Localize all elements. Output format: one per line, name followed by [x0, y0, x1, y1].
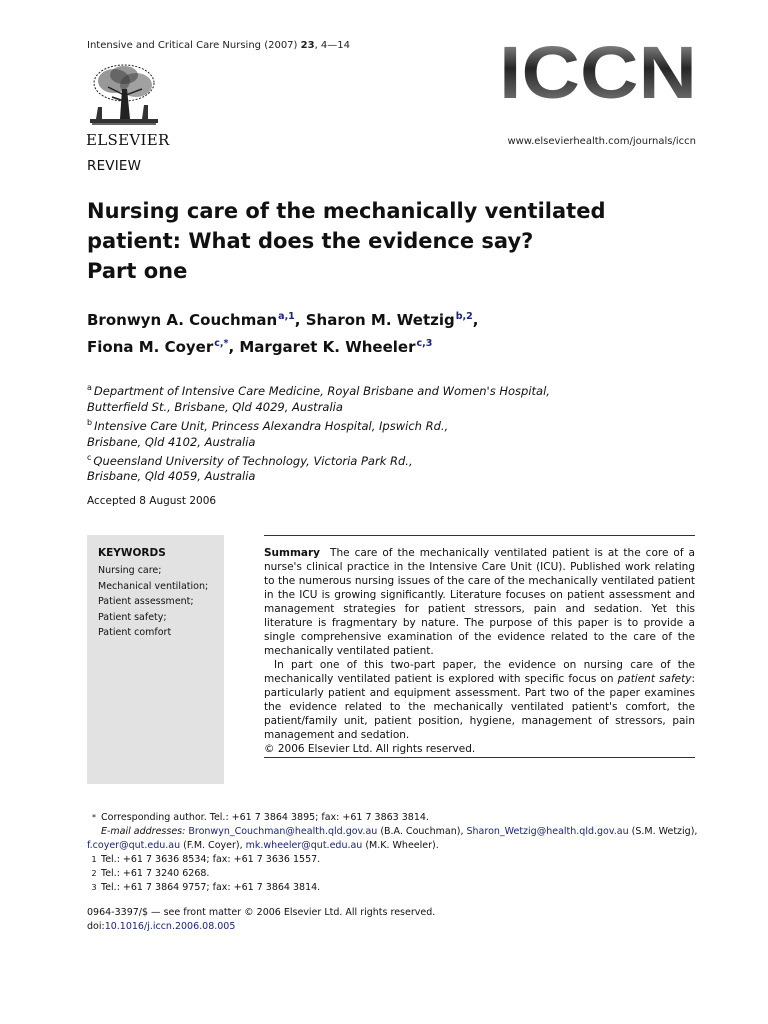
summary-copyright: © 2006 Elsevier Ltd. All rights reserved.: [264, 743, 476, 755]
author-list: [87, 305, 707, 359]
author-affiliation-marks[interactable]: c,*: [214, 338, 229, 349]
summary-label: Summary: [264, 547, 321, 559]
footnote-1: 1 Tel.: +61 7 3636 8534; fax: +61 7 3636 1557.: [91, 854, 321, 865]
issn-line: 0964-3397/$ — see front matter © 2006 Elsevier Ltd. All rights reserved.: [87, 907, 436, 918]
title-line-3: Part one: [87, 259, 188, 283]
email-addresses-cont: f.coyer@qut.edu.au (F.M. Coyer), mk.wheeler@qut.edu.au (M.K. Wheeler).: [87, 840, 439, 851]
title-line-2: patient: What does the evidence say?: [87, 229, 534, 253]
email-link[interactable]: Sharon_Wetzig@health.qld.gov.au: [466, 826, 629, 837]
keyword-item: Patient assessment;: [98, 596, 194, 607]
summary-abstract: [264, 546, 695, 756]
article-title: [87, 196, 687, 286]
publisher-wordmark: ELSEVIER: [86, 131, 170, 149]
affiliation-c: $^c$ Queensland University of Technology, Victoria Park Rd.,: [87, 452, 413, 468]
footnotes: [87, 811, 707, 895]
keyword-item: Patient safety;: [98, 611, 167, 623]
affiliation-b: $^b$ Intensive Care Unit, Princess Alexandra Hospital, Ipswich Rd.,: [87, 417, 449, 433]
author-name: Bronwyn A. Couchman: [87, 311, 278, 329]
accepted-date: Accepted 8 August 2006: [87, 495, 217, 507]
author-affiliation-marks[interactable]: b,2: [455, 311, 473, 322]
iccn-logo-text: ICCN: [499, 42, 697, 104]
email-addresses: E-mail addresses: Bronwyn_Couchman@health.qld.gov.au (B.A. Couchman), Sharon_Wetzig@health.qld.gov.au (S.M. Wetzig),: [101, 826, 698, 837]
affiliation-a: $^a$ Department of Intensive Care Medicine, Royal Brisbane and Women's Hospital,: [87, 383, 550, 398]
author-name: Fiona M. Coyer: [87, 338, 214, 356]
title-line-1: Nursing care of the mechanically ventilated: [87, 199, 606, 223]
journal-url[interactable]: www.elsevierhealth.com/journals/iccn: [507, 136, 696, 147]
author-name: Margaret K. Wheeler: [239, 338, 416, 356]
doi-link[interactable]: 10.1016/j.iccn.2006.08.005: [104, 921, 236, 932]
author-affiliation-marks[interactable]: a,1: [278, 311, 295, 322]
summary-bottom-rule: [264, 757, 695, 758]
keywords-heading: KEYWORDS: [98, 547, 166, 559]
keyword-item: Mechanical ventilation;: [98, 580, 209, 592]
footnote-3: 3 Tel.: +61 7 3864 9757; fax: +61 7 3864 3814.: [91, 882, 321, 893]
elsevier-tree-icon: [86, 61, 162, 131]
keyword-item: Patient comfort: [98, 627, 172, 638]
summary-top-rule: [264, 535, 695, 536]
summary-paragraph-2: In part one of this two-part paper, the evidence on nursing care of the mechanically ventilated patient is explored with specific focus on patient safety: particularly patient and equipment assessment. Part two of the paper examines the evidence related to the mechanically ventilated patient's comfort, the patient/family unit, patient position, hygiene, management of stressors, pain management and sedation.: [264, 659, 695, 741]
author-line-1: Bronwyn A. Couchman$^{a,1}$, Sharon M. Wetzig$^{b,2}$,: [87, 311, 479, 329]
doi-line: doi:10.1016/j.iccn.2006.08.005: [87, 921, 236, 932]
summary-paragraph-1: Summary The care of the mechanically ventilated patient is at the core of a nurse's clinical practice in the Intensive Care Unit (ICU). Published work relating to the numerous nursing issues of the care of the mechanically ventilated patient in the ICU is growing significantly. Literature focuses on patient assessment and management strategies for patient stressors, pain and sedation. Yet this literature is fragmentary by nature. The purpose of this paper is to provide a single comprehensive examination of the evidence related to the care of the mechanically ventilated patient.: [264, 547, 695, 657]
article-type: REVIEW: [87, 158, 142, 174]
author-line-2: Fiona M. Coyer$^{c,*}$, Margaret K. Wheeler$^{c,3}$: [87, 338, 433, 356]
email-link[interactable]: mk.wheeler@qut.edu.au: [245, 840, 363, 851]
front-matter: [87, 906, 435, 934]
journal-citation: Intensive and Critical Care Nursing (2007) 23, 4—14: [87, 40, 351, 51]
keyword-item: Nursing care;: [98, 565, 162, 576]
footnote-2: 2 Tel.: +61 7 3240 6268.: [91, 868, 210, 879]
corresponding-author-note: * Corresponding author. Tel.: +61 7 3864 3895; fax: +61 7 3863 3814.: [92, 812, 429, 823]
affiliations: $^a$ Department of Intensive Care Medicine, Royal Brisbane and Women's Hospital, Butterfield St., Brisbane, Qld 4029, Australia $^b$ Intensive Care Unit, Princess Alexandra Hospital, Ipswich Rd., Brisbane, Qld 4102, Australia $^c$ Queensland University of Technology, Victoria Park Rd., Brisbane, Qld 4059, Australia: [87, 380, 647, 484]
email-link[interactable]: f.coyer@qut.edu.au: [87, 840, 181, 851]
author-affiliation-marks[interactable]: c,3: [416, 338, 433, 349]
email-link[interactable]: Bronwyn_Couchman@health.qld.gov.au: [188, 826, 378, 837]
author-name: Sharon M. Wetzig: [305, 311, 455, 329]
iccn-logo: [498, 42, 698, 104]
keywords-list: [98, 563, 208, 641]
